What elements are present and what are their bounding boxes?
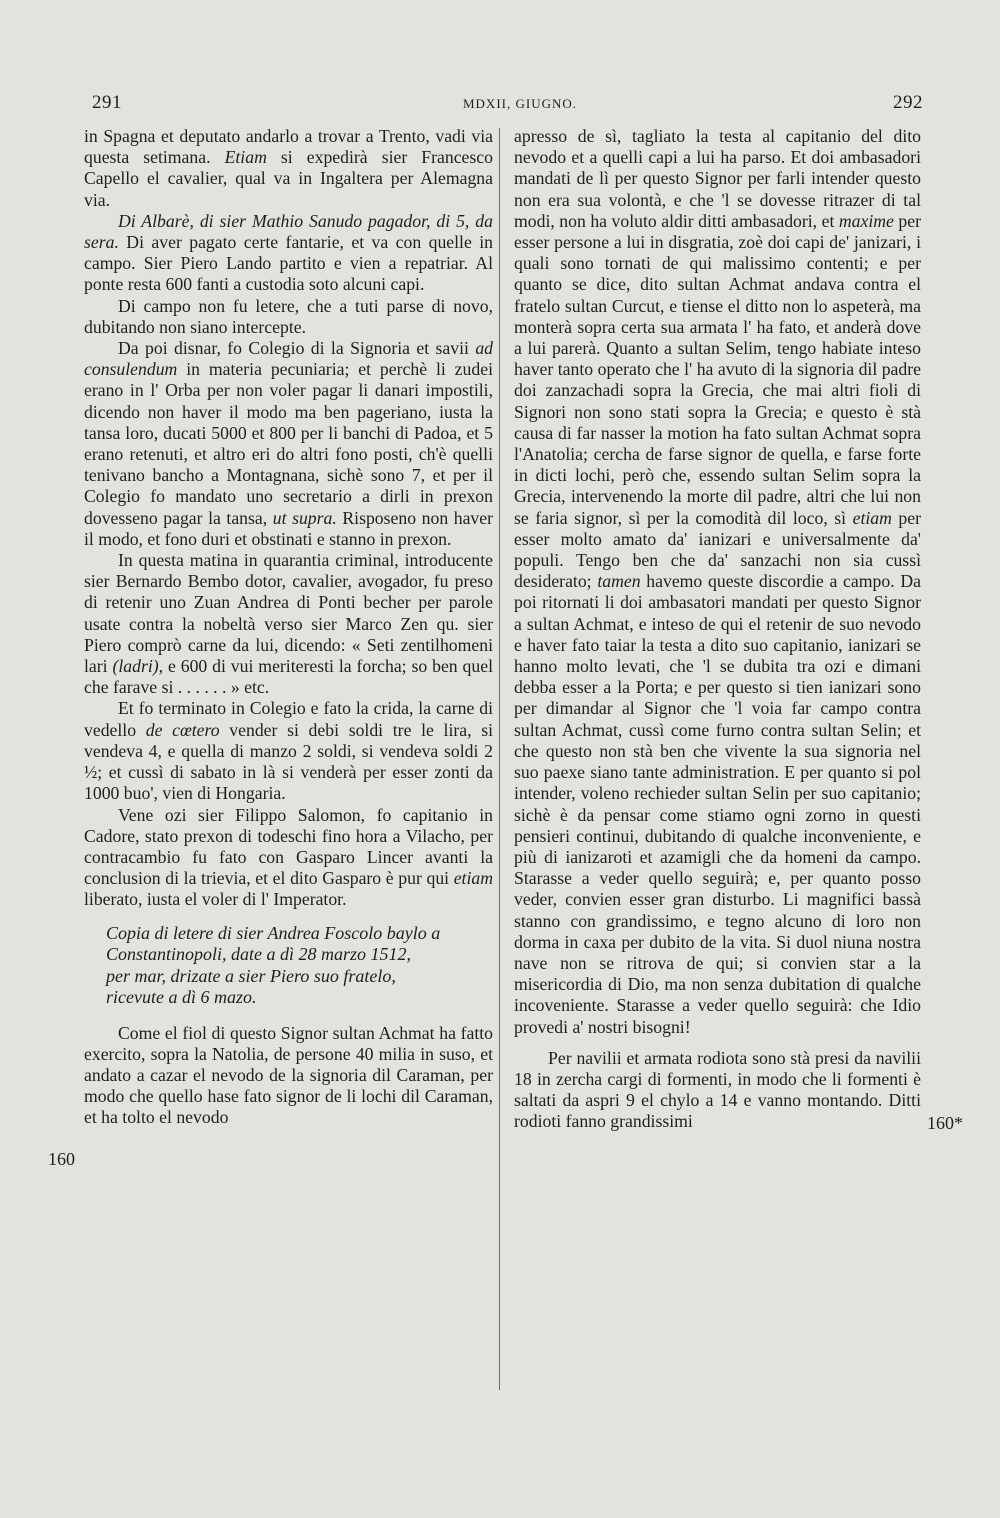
text-run: Et fo terminato in Colegio e fato la crida, la carne di vedello xyxy=(84,698,493,740)
text-run: , e 600 di vui meriteresti la forcha; so ben quel che farave si . . . . . . » etc. xyxy=(84,656,493,698)
paragraph xyxy=(84,805,493,911)
margin-number-right: 160* xyxy=(927,1113,963,1133)
margin-number-left: 160 xyxy=(48,1149,75,1169)
page-number-left: 291 xyxy=(92,92,122,113)
text-run: Da poi disnar, fo Colegio di la Signoria et savii xyxy=(118,338,476,359)
running-title: MDXII, GIUGNO. xyxy=(462,96,577,111)
text-run: vender si debi soldi tre le lira, si vendeva 4, e quella di manzo 2 soldi, si vendeva soldi 2 ½; et cussì di sabato in là si venderà per esser zonti da 1000 buo', vien di Hongaria. xyxy=(84,719,494,804)
heading-line: per mar, drizate a sier Piero suo fratelo, xyxy=(106,965,396,986)
text-run: Di aver pagato certe fantarie, et va con quelle in campo. Sier Piero Lando partito e vien a repatriar. Al ponte resta 600 fanti a custodia soto alcuni capi. xyxy=(84,232,493,295)
text-run: per esser molto amato da' ianizari e universalmente da' populi. Tengo ben che da' sanzachi non sia cussì desiderato; xyxy=(514,507,921,592)
letter-heading xyxy=(84,923,493,1009)
column-divider xyxy=(499,128,500,1390)
running-header xyxy=(0,92,1000,116)
text-run: In questa matina in quarantia criminal, introducente sier Bernardo Bembo dotor, cavalier, avogador, fu preso di retenir uno Zuan Andrea di Ponti becher per parole usate contra la nobeltà verso sier Marco Zen qu. sier Piero comprò carne da lui, dicendo: « Seti zentilhomeni lari xyxy=(84,550,493,677)
paragraph: Come el fiol di questo Signor sultan Achmat ha fatto exercito, sopra la Natolia, de persone 40 milia in suso, et andato a cazar el nevodo de la signoria dil Caraman, per modo che quello hase fato signor de li lochi dil Caraman, et ha tolto el nevodo xyxy=(84,1022,493,1128)
heading-line: ricevute a dì 6 mazo. xyxy=(106,987,257,1008)
page-number-right: 292 xyxy=(893,92,923,113)
heading-line: Copia di letere di sier Andrea Foscolo baylo a xyxy=(106,922,441,943)
text-run: Risposeno non haver il modo, et fono duri et obstinati e stanno in prexon. xyxy=(84,507,493,549)
paragraph xyxy=(84,211,493,296)
italic-run: (ladri) xyxy=(112,656,159,677)
italic-run: de cœtero xyxy=(145,719,220,740)
italic-run: Etiam xyxy=(224,147,267,168)
italic-run: ad consulendum xyxy=(84,338,493,380)
heading-line: Constantinopoli, date a dì 28 marzo 1512, xyxy=(106,944,412,965)
text-run: havemo queste discordie a campo. Da poi ritornati li doi ambasatori mandati per questo Signor a sultan Achmat, e inteso de qui el retenir de suo nevodo e haver fato taiar la testa a dito suo capitanio, ianizari se hanno molto levati, che 'l se dubita tra ozi e dimani debba esser a la Porta; e per questo si tien ianizari sono per dimandar al Signor che 'l voia far campo contra sultan Achmat, cussì come furno contra sultan Selin; et che questo non stà ben che vivente la sua signoria nel suo paexe siano tante administration. E per quanto si pol intender, voleno rechieder sultan Selin per suo capitanio; sichè è da pensar come stiamo ogni zorno in questi pensieri continui, dubitando di qualche inconveniente, e più di ianizaroti et azamigli che da homeni da campo. Starasse a veder quello seguirà; e, per quanto posso veder, convien esser gran disturbo. Li magnifici bassà stanno con grandissimo, e tegno alcuno di loro non dorma in caxa per dubito de la vita. Si duol niuna nostra nave non se ritrova de qui; si convien star a la misericordia di Dio, ma non senza dubitation di qualche incoveniente. Starasse a veder quello seguirà: che Idio provedi a' nostri bisogni! xyxy=(514,571,921,1037)
text-run: si expedirà sier Francesco Capello el cavalier, qual va in Ingaltera per Alemagna via. xyxy=(84,147,493,210)
paragraph xyxy=(84,550,493,698)
italic-run: Di Albarè, di sier Mathio Sanudo pagador, di 5, da sera. xyxy=(84,210,493,253)
italic-run: tamen xyxy=(597,571,641,592)
right-column xyxy=(514,126,921,1133)
text-run: per esser persone a lui in disgratia, zoè doi capi de' janizari, i quali sono tornati de qui malissimo contenti; e per quanto se dice, dito sultan Achmat andava contra el fratelo sultan Curcut, e tiense el ditto non lo aspeterà, ma monterà sopra certa sua armata l' ha fato, et anderà dove a lui parerà. Quanto a sultan Selim, tengo habiate inteso haver tanto operato che l' ha avuto di la signoria dil padre doi zanzachadi sopra la Grecia, che mai altri fioli di Signori non sono stati sopra la Grecia; e questo è stà causa di far nasser la motion ha fato sultan Achmat sopra l'Anatolia; cercha de farse signor de quella, e farse forte in dicti lochi, però che, essendo sultan Selim sopra la Grecia, intervenendo la morte dil padre, altri che lui non se faria signor, sì per la comodità dil loco, sì xyxy=(514,210,921,528)
text-run: liberato, iusta el voler di l' Imperator. xyxy=(84,889,347,910)
italic-run: maxime xyxy=(838,210,894,231)
italic-run: etiam xyxy=(453,868,493,889)
paragraph xyxy=(84,338,493,550)
paragraph: Per navilii et armata rodiota sono stà presi da navilii 18 in zercha cargi di formenti, in modo che li formenti è saltati da aspri 9 el chylo a 14 e vanno montando. Ditti rodioti fanno grandissimi xyxy=(514,1047,921,1132)
paragraph xyxy=(84,126,493,211)
paragraph: Di campo non fu letere, che a tuti parse di novo, dubitando non siano intercepte. xyxy=(84,295,493,337)
italic-run: ut supra. xyxy=(272,507,337,528)
text-run: in materia pecuniaria; et perchè li zudei erano in l' Orba per non voler pagar li danari impostili, dicendo non haver il modo ma ben pageriano, iusta la tansa loro, ducati 5000 et 800 per li banchi di Padoa, et 5 erano retenuti, et altro eri do altri fono posti, ch'è quelli tenivano bancho a Montagnana, sichè sono 7, et per il Colegio fo mandato uno secretario a dirli in prexon dovesseno pagar la tansa, xyxy=(84,359,493,528)
text-run: Vene ozi sier Filippo Salomon, fo capitanio in Cadore, stato prexon di todeschi fino hora a Vilacho, per contracambio fu fato con Gasparo Lincer avanti la conclusion di la trievia, et el dito Gasparo è pur qui xyxy=(84,804,493,889)
text-run: apresso de sì, tagliato la testa al capitanio del dito nevodo et a quelli capi a lui ha parso. Et doi ambasadori mandati de lì per questo Signor per farli intender questo non era sua volontà, e che 'l se dovesse ritrazer di tal modi, non ha voluto aldir ditti ambasadori, et xyxy=(514,126,921,231)
left-column xyxy=(84,126,493,1129)
paragraph xyxy=(514,126,921,1038)
paragraph xyxy=(84,698,493,804)
text-run: in Spagna et deputato andarlo a trovar a Trento, vadi via questa setimana. xyxy=(84,126,493,168)
italic-run: etiam xyxy=(852,507,892,528)
